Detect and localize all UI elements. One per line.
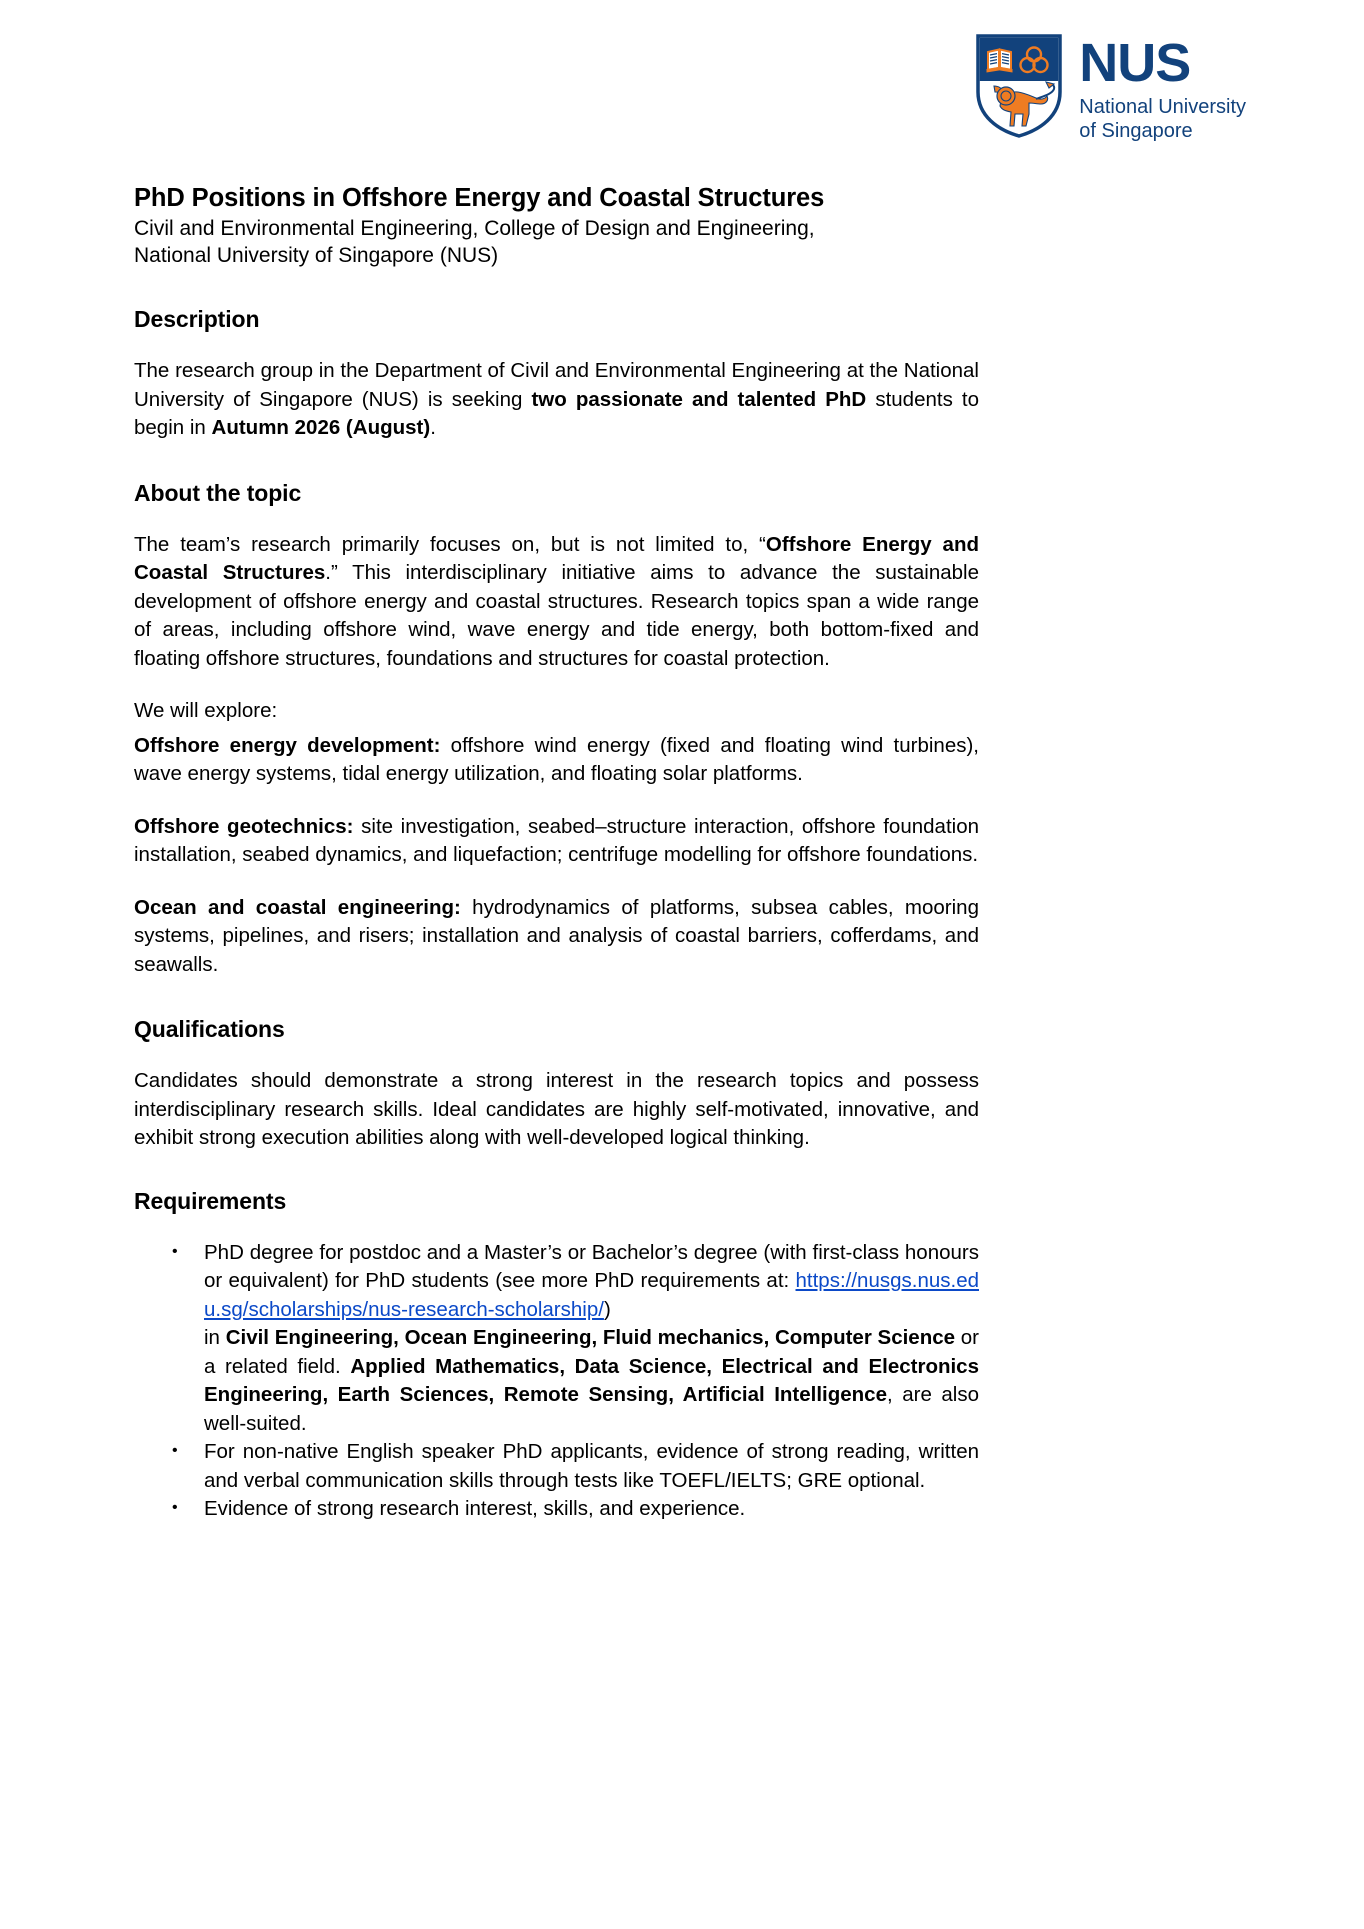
logo-wordmark: NUS bbox=[1079, 33, 1191, 93]
nus-shield-icon bbox=[976, 34, 1062, 138]
topic-text-0: offshore wind energy (fixed and floating wind turbines), wave energy systems, tidal energy utilization, and floating solar platforms. bbox=[134, 733, 979, 785]
req1-text-3: in bbox=[204, 1326, 226, 1349]
req1-bold-2: Applied Mathematics, Data Science, Electrical and Electronics Engineering, Earth Sciences, Remote Sensing, Artificial Intelligence bbox=[204, 1354, 979, 1406]
nus-scholarship-link[interactable]: https://nusgs.nus.edu.sg/scholarships/nus-research-scholarship/ bbox=[204, 1269, 979, 1321]
document-body bbox=[134, 183, 979, 1524]
desc-text-3: . bbox=[430, 416, 436, 439]
heading-requirements: Requirements bbox=[134, 1187, 287, 1214]
list-item: • Evidence of strong research interest, skills, and experience. bbox=[204, 1495, 979, 1524]
affiliation-line-2: National University of Singapore (NUS) bbox=[134, 244, 499, 267]
explore-lead: We will explore: bbox=[134, 699, 278, 722]
about-bold-1: Offshore Energy and Coastal Structures bbox=[134, 532, 979, 584]
topic-label-2: Ocean and coastal engineering: bbox=[134, 895, 461, 919]
logo-subtitle-line1: National University bbox=[1079, 96, 1246, 118]
topic-ocean-coastal-engineering bbox=[134, 894, 979, 980]
desc-bold-2: Autumn 2026 (August) bbox=[211, 416, 431, 439]
heading-description: Description bbox=[134, 306, 260, 332]
desc-text-2: students to begin in bbox=[134, 387, 980, 439]
page-title: PhD Positions in Offshore Energy and Coastal Structures bbox=[134, 184, 825, 212]
heading-qualifications: Qualifications bbox=[134, 1016, 285, 1042]
heading-about-topic: About the topic bbox=[134, 479, 302, 506]
paragraph-qualifications: Candidates should demonstrate a strong interest in the research topics and possess interdisciplinary research skills. Ideal candidates are highly self-motivated, innovative, and exhibit strong execution abilities along with well-developed logical thinking. bbox=[134, 1069, 979, 1149]
paragraph-about-topic bbox=[134, 531, 979, 674]
nus-logo bbox=[976, 34, 1246, 143]
topic-offshore-energy bbox=[134, 732, 979, 789]
topic-label-0: Offshore energy development: bbox=[134, 733, 441, 757]
requirements-list bbox=[134, 1239, 979, 1524]
req1-text-1: PhD degree for postdoc and a Master’s or Bachelor’s degree (with first-class honours or equivalent) for PhD students (see more PhD requirements at: bbox=[204, 1240, 979, 1292]
req1-text-4: or a related field. bbox=[204, 1326, 980, 1378]
about-text-2: .” This interdisciplinary initiative aims to advance the sustainable development of offshore energy and coastal structures. Research topics span a wide range of areas, including offshore wind, wave energy and tide energy, both bottom-fixed and floating offshore structures, foundations and structures for coastal protection. bbox=[134, 561, 979, 670]
about-text-1: The team’s research primarily focuses on, but is not limited to, “ bbox=[134, 532, 766, 556]
affiliation-line-1: Civil and Environmental Engineering, College of Design and Engineering, bbox=[134, 217, 815, 240]
req1-text-5: , are also well-suited. bbox=[204, 1383, 979, 1435]
desc-text-1: The research group in the Department of Civil and Environmental Engineering at the National University of Singapore (NUS) is seeking bbox=[134, 359, 979, 411]
list-item: • For non-native English speaker PhD applicants, evidence of strong reading, written and verbal communication skills through tests like TOEFL/IELTS; GRE optional. bbox=[204, 1438, 979, 1495]
topic-text-2: hydrodynamics of platforms, subsea cables, mooring systems, pipelines, and risers; installation and analysis of coastal barriers, cofferdams, and seawalls. bbox=[134, 895, 979, 976]
topic-label-1: Offshore geotechnics: bbox=[134, 814, 354, 838]
desc-bold-1: two passionate and talented PhD bbox=[531, 387, 867, 411]
req1-text-2: ) bbox=[603, 1297, 611, 1321]
paragraph-description bbox=[134, 357, 979, 443]
req1-bold-1: Civil Engineering, Ocean Engineering, Fluid mechanics, Computer Science bbox=[225, 1326, 956, 1349]
topic-offshore-geotechnics bbox=[134, 813, 979, 870]
logo-subtitle-line2: of Singapore bbox=[1079, 120, 1193, 142]
list-item bbox=[204, 1239, 979, 1439]
topic-text-1: site investigation, seabed–structure interaction, offshore foundation installation, seabed dynamics, and liquefaction; centrifuge modelling for offshore foundations. bbox=[134, 814, 979, 866]
